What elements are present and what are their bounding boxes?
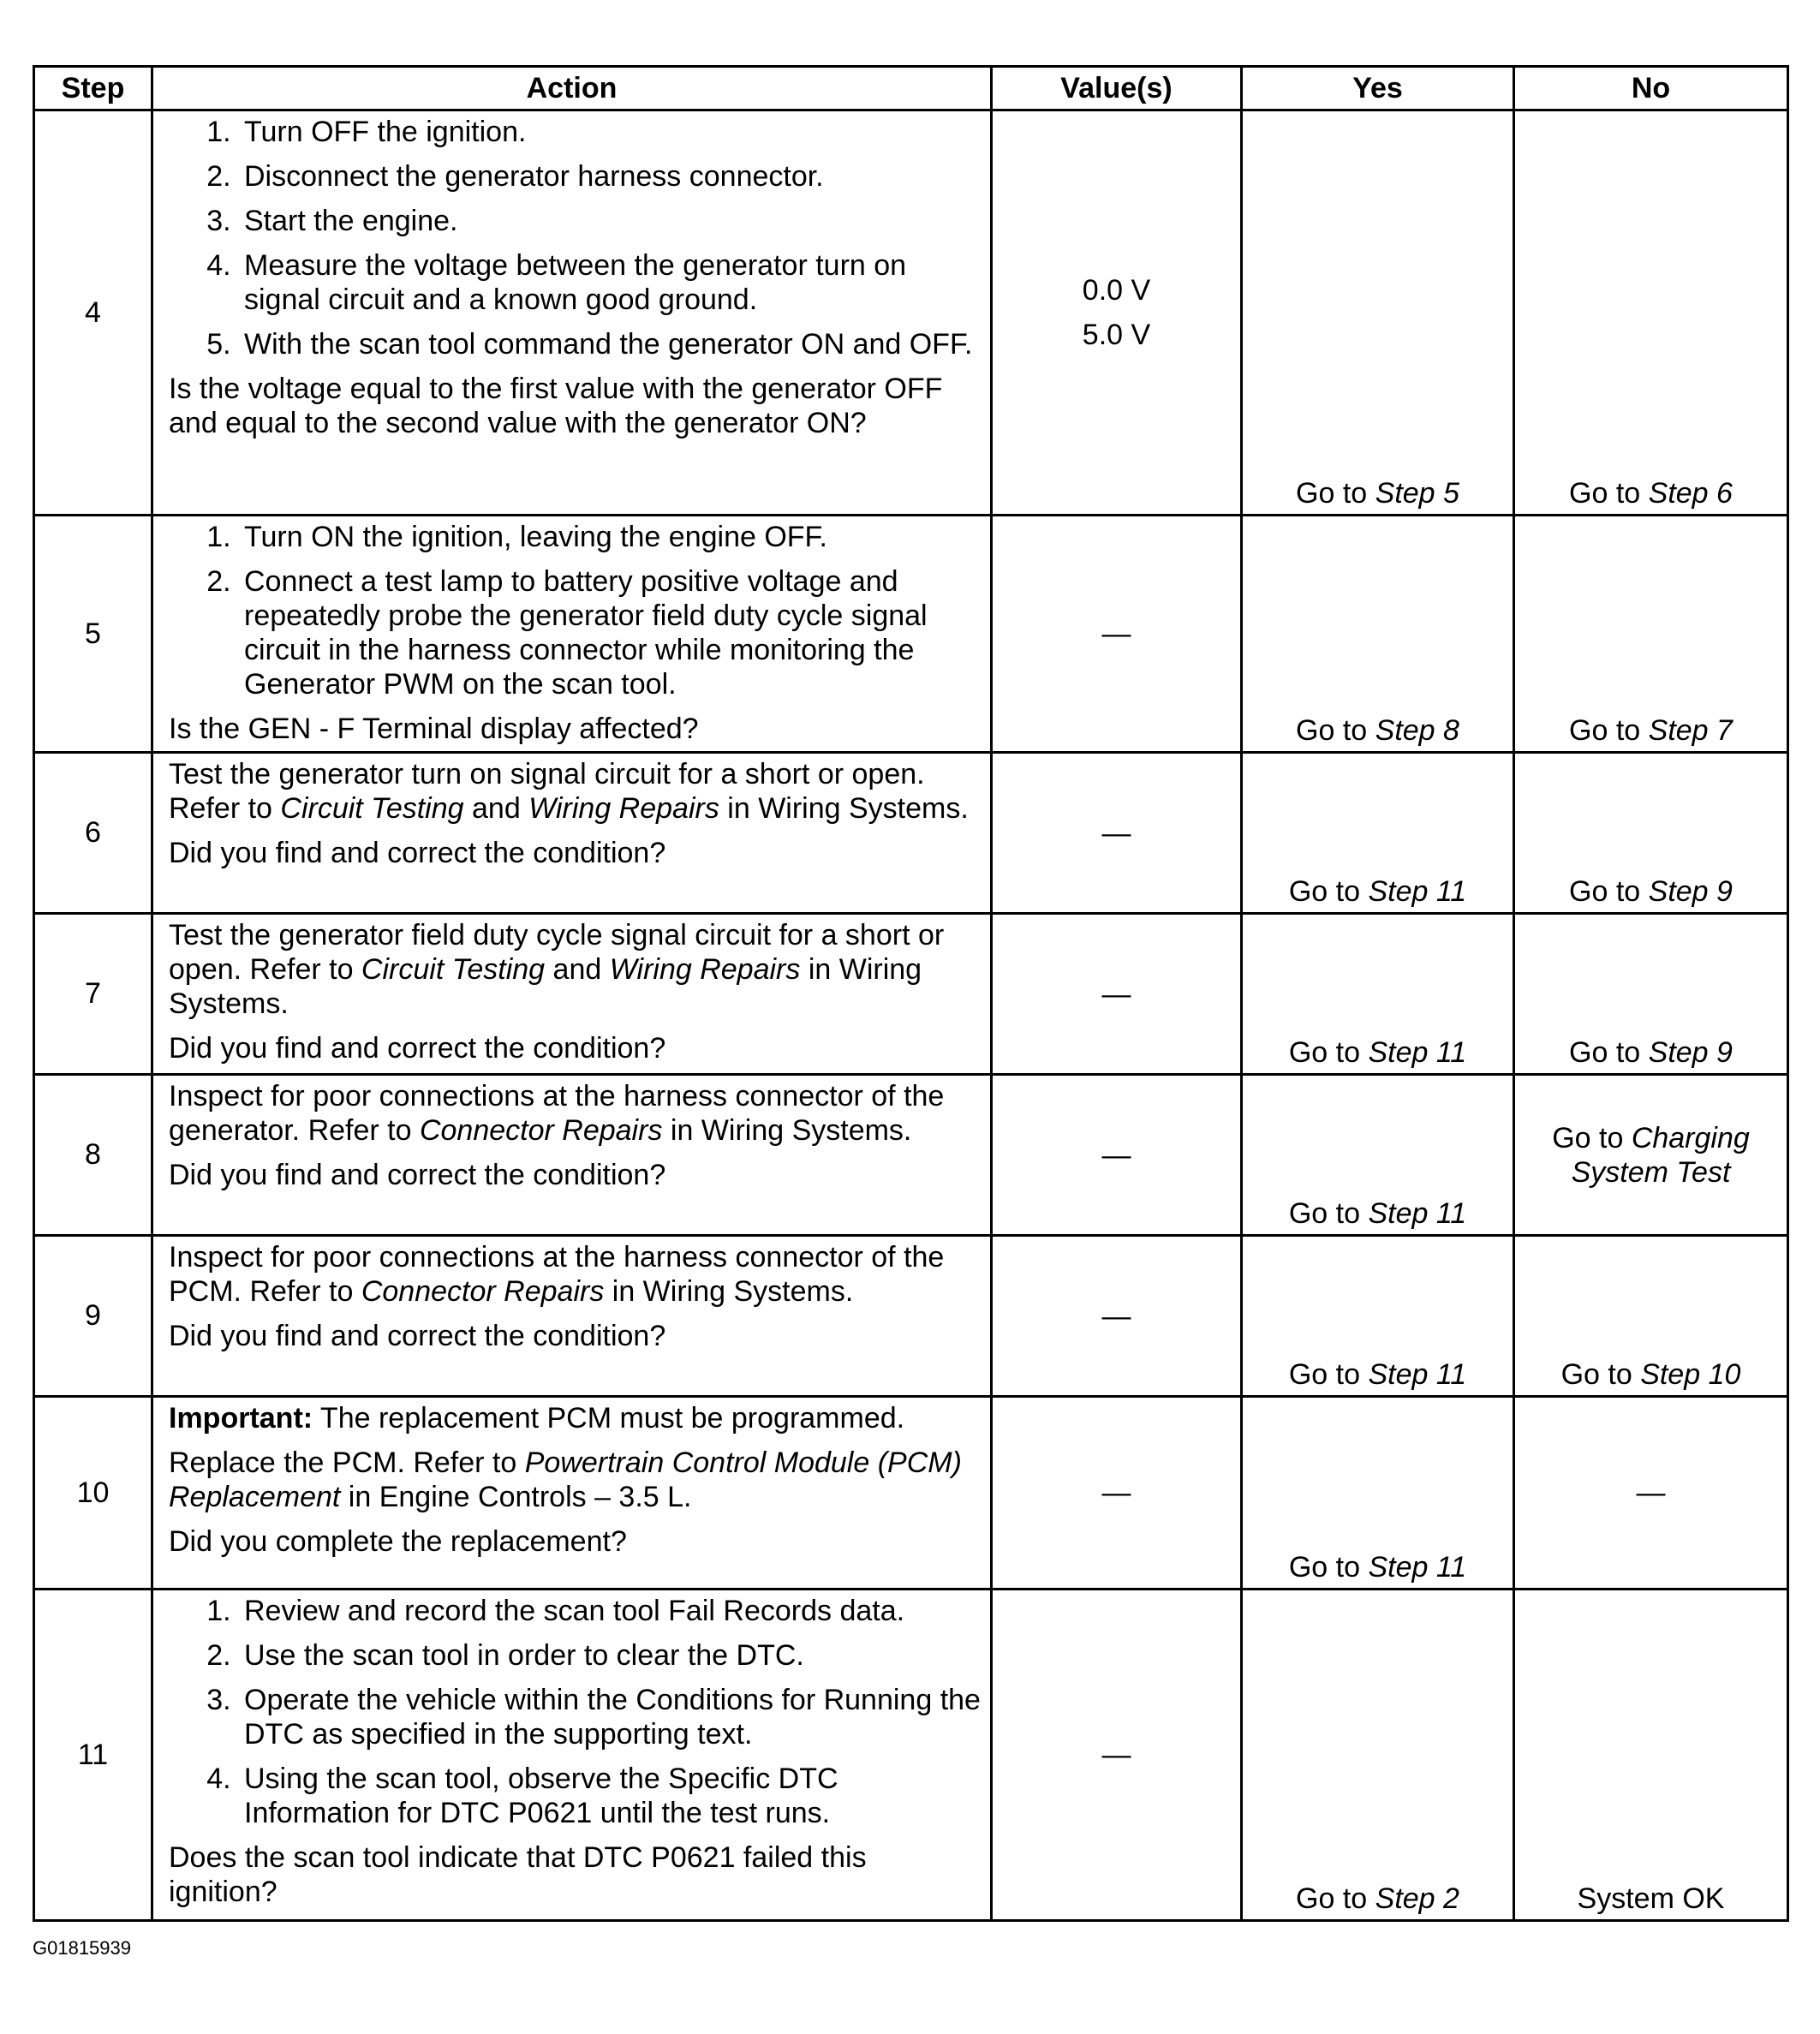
table-row (34, 1397, 1788, 1590)
list-item: 5. With the scan tool command the generator ON and OFF. (239, 327, 982, 361)
question-text: Did you complete the replacement? (169, 1525, 627, 1558)
yes-link[interactable]: Go to Step 11 (1288, 875, 1467, 908)
action-text: Replace the PCM. Refer to Powertrain Control Module (PCM) Replacement in Engine Controls – 3.5 L. (169, 1446, 962, 1513)
reference-link: Connector Repairs (419, 1114, 663, 1147)
yes-link[interactable]: Go to Step 2 (1296, 1882, 1459, 1915)
no-link[interactable]: Go to Charging System Test (1552, 1121, 1750, 1189)
reference-link: Connector Repairs (361, 1275, 605, 1308)
yes-cell (1242, 1236, 1514, 1397)
action-cell (152, 1075, 992, 1236)
table-row (34, 1236, 1788, 1397)
no-link[interactable]: Go to Step 9 (1569, 875, 1733, 908)
list-item: 4. Using the scan tool, observe the Specific DTC Information for DTC P0621 until the test runs. (239, 1762, 982, 1830)
no-cell (1514, 914, 1788, 1075)
yes-link[interactable]: Go to Step 5 (1296, 477, 1459, 510)
yes-link[interactable]: Go to Step 11 (1288, 1197, 1467, 1230)
list-item: 1. Turn OFF the ignition. (239, 115, 982, 149)
value-text: 5.0 V (1082, 319, 1151, 351)
header-yes: Yes (1242, 67, 1514, 110)
table-row (34, 1590, 1788, 1921)
yes-cell (1242, 753, 1514, 914)
values-cell: — (992, 1397, 1242, 1590)
step-number: 10 (34, 1397, 152, 1590)
list-item: 1. Turn ON the ignition, leaving the engine OFF. (239, 520, 982, 554)
no-link[interactable]: Go to Step 6 (1569, 477, 1733, 510)
no-cell (1514, 753, 1788, 914)
question-text: Did you find and correct the condition? (169, 837, 666, 869)
important-note: Important: The replacement PCM must be programmed. (169, 1402, 905, 1435)
yes-link[interactable]: Go to Step 8 (1296, 714, 1459, 747)
yes-link[interactable]: Go to Step 11 (1288, 1358, 1467, 1391)
question-text: Does the scan tool indicate that DTC P0621 failed this ignition? (169, 1841, 867, 1908)
action-cell (152, 110, 992, 516)
no-link[interactable]: Go to Step 7 (1569, 714, 1733, 747)
no-cell: — (1514, 1397, 1788, 1590)
action-text: Inspect for poor connections at the harness connector of the generator. Refer to Connector Repairs in Wiring Systems. (169, 1080, 945, 1147)
action-cell (152, 516, 992, 753)
header-action: Action (152, 67, 992, 110)
table-row (34, 1075, 1788, 1236)
values-cell: — (992, 1590, 1242, 1921)
table-row (34, 516, 1788, 753)
question-text: Did you find and correct the condition? (169, 1320, 666, 1352)
reference-link: Circuit Testing (361, 953, 546, 986)
no-cell (1514, 516, 1788, 753)
no-cell (1514, 110, 1788, 516)
values-cell: — (992, 1075, 1242, 1236)
step-number: 6 (34, 753, 152, 914)
action-cell (152, 1590, 992, 1921)
reference-link: Powertrain Control Module (PCM) Replacement (169, 1446, 962, 1513)
list-item: 2. Use the scan tool in order to clear the DTC. (239, 1638, 982, 1673)
values-cell: — (992, 516, 1242, 753)
action-list (169, 1594, 982, 1830)
step-number: 9 (34, 1236, 152, 1397)
question-text: Did you find and correct the condition? (169, 1032, 666, 1065)
reference-link: Circuit Testing (280, 792, 464, 825)
step-number: 7 (34, 914, 152, 1075)
yes-cell (1242, 1075, 1514, 1236)
value-text: 0.0 V (1082, 274, 1151, 307)
yes-cell (1242, 1590, 1514, 1921)
yes-cell (1242, 914, 1514, 1075)
yes-link[interactable]: Go to Step 11 (1288, 1036, 1467, 1069)
no-cell (1514, 1590, 1788, 1921)
yes-link[interactable]: Go to Step 11 (1288, 1551, 1467, 1584)
yes-cell (1242, 516, 1514, 753)
values-cell: — (992, 1236, 1242, 1397)
action-cell (152, 753, 992, 914)
yes-cell (1242, 110, 1514, 516)
question-text: Did you find and correct the condition? (169, 1159, 666, 1191)
reference-link: Wiring Repairs (528, 792, 719, 825)
action-cell (152, 914, 992, 1075)
list-item: 3. Start the engine. (239, 204, 982, 238)
action-text: Test the generator turn on signal circuit for a short or open. Refer to Circuit Testing and Wiring Repairs in Wiring Systems. (169, 758, 969, 825)
action-cell (152, 1236, 992, 1397)
question-text: Is the voltage equal to the first value with the generator OFF and equal to the second value with the generator ON? (169, 373, 943, 439)
list-item: 4. Measure the voltage between the generator turn on signal circuit and a known good ground. (239, 248, 982, 317)
table-row (34, 110, 1788, 516)
diagnostic-table (33, 65, 1789, 1922)
list-item: 3. Operate the vehicle within the Conditions for Running the DTC as specified in the supporting text. (239, 1683, 982, 1751)
values-cell: — (992, 914, 1242, 1075)
no-result: System OK (1577, 1882, 1725, 1915)
list-item: 2. Disconnect the generator harness connector. (239, 159, 982, 194)
header-no: No (1514, 67, 1788, 110)
step-number: 4 (34, 110, 152, 516)
reference-link: Wiring Repairs (609, 953, 801, 986)
values-cell: — (992, 753, 1242, 914)
step-number: 8 (34, 1075, 152, 1236)
action-list (169, 520, 982, 701)
action-list (169, 115, 982, 361)
action-cell (152, 1397, 992, 1590)
list-item: 2. Connect a test lamp to battery positive voltage and repeatedly probe the generator field duty cycle signal circuit in the harness connector while monitoring the Generator PWM on the scan tool. (239, 564, 982, 701)
no-cell (1514, 1236, 1788, 1397)
action-text: Test the generator field duty cycle signal circuit for a short or open. Refer to Circuit Testing and Wiring Repairs in Wiring Systems. (169, 919, 945, 1020)
header-step: Step (34, 67, 152, 110)
yes-cell (1242, 1397, 1514, 1590)
step-number: 11 (34, 1590, 152, 1921)
table-row (34, 753, 1788, 914)
figure-id: G01815939 (33, 1937, 131, 1959)
action-text: Inspect for poor connections at the harness connector of the PCM. Refer to Connector Repairs in Wiring Systems. (169, 1241, 945, 1308)
values-cell (992, 110, 1242, 516)
no-cell (1514, 1075, 1788, 1236)
step-number: 5 (34, 516, 152, 753)
list-item: 1. Review and record the scan tool Fail Records data. (239, 1594, 982, 1628)
header-values: Value(s) (992, 67, 1242, 110)
no-link[interactable]: Go to Step 9 (1569, 1036, 1733, 1069)
table-row (34, 914, 1788, 1075)
question-text: Is the GEN - F Terminal display affected? (169, 713, 699, 745)
header-row (34, 67, 1788, 110)
no-link[interactable]: Go to Step 10 (1560, 1358, 1741, 1391)
